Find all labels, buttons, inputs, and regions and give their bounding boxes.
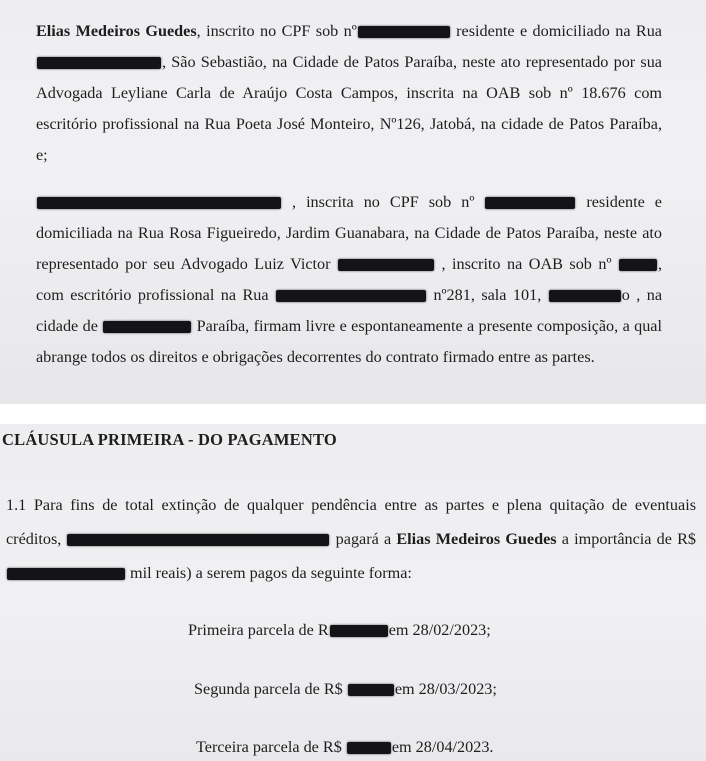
redacted-installment-2-amount [348,684,394,696]
redacted-cpf-one [358,26,450,38]
redacted-neighborhood [549,290,621,302]
redacted-installment-1-amount [330,625,388,637]
payee-name: Elias Medeiros Guedes [396,530,557,548]
redacted-total-amount [7,568,125,580]
party-one-paragraph: Elias Medeiros Guedes, inscrito no CPF sob nº residente e domiciliado na Rua , São Sebastião, na Cidade de Patos Paraíba, neste ato representado por sua Advogada Leyliane Carla de Araújo Costa Campos, inscrita na OAB sob nº 18.676 com escritório profissional na Rua Poeta José Monteiro, Nº126, Jatobá, na cidade de Patos Paraíba, e; [36,22,662,164]
redacted-installment-3-amount [347,742,391,754]
redacted-party-two-name [37,197,281,209]
installment-3: Terceira parcela de R$ em 28/04/2023. [196,738,494,756]
installment-1: Primeira parcela de R em 28/02/2023; [188,621,491,639]
clause-heading: CLÁUSULA PRIMEIRA - DO PAGAMENTO [2,430,337,449]
redacted-oab-number [619,259,657,271]
party-two-paragraph: , inscrita no CPF sob nº residente e domiciliada na Rua Rosa Figueiredo, Jardim Guanabara, na Cidade de Patos Paraíba, neste ato representado por seu Advogado Luiz Victor , inscrito na OAB sob nº , com escritório profissional na Rua nº281, sala 101, o , na cidade de Paraíba, firmam livre e espontaneamente a presente composição, a qual abrange todos os direitos e obrigações decorrentes do contrato firmado entre as partes. [36,193,663,366]
installment-2: Segunda parcela de R$ em 28/03/2023; [194,680,497,698]
redacted-street-one [37,57,161,69]
document-photo-bottom [0,424,706,761]
redacted-cpf-two [485,197,575,209]
redacted-payer-name [67,534,329,546]
redacted-lawyer-surname [338,259,434,271]
party-one-name: Elias Medeiros Guedes [36,22,197,40]
clause-paragraph: 1.1 Para fins de total extinção de qualquer pendência entre as partes e plena quitação de eventuais créditos, pagará a Elias Medeiros Guedes a importância de R$ mil reais) a serem pagos da seguinte forma: [6,496,696,582]
redacted-street-two [276,290,426,302]
redacted-city [103,321,191,333]
